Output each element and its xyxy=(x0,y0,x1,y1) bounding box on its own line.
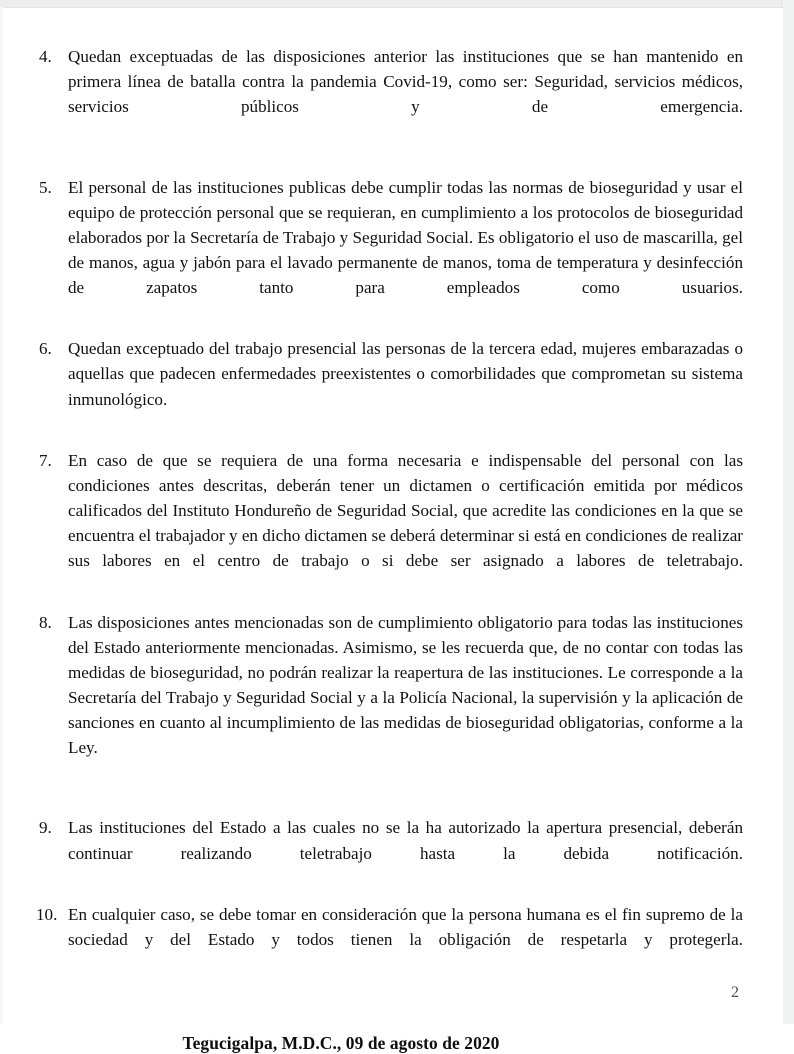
clause-text: En caso de que se requiera de una forma necesaria e indispensable del personal con las condiciones antes descritas, deberán tener un dictamen o certificación emitida por médicos calificados del Instituto Hondureño de Seguridad Social, que acredite las condiciones en la que se encuentra el trabajador y en dicho dictamen se deberá determinar si está en condiciones de realizar sus labores en el centro de trabajo o si debe ser asignado a labores de teletrabajo. xyxy=(68,450,743,571)
clause-item-5 xyxy=(35,175,743,326)
page-number: 2 xyxy=(731,984,739,1001)
clause-text: Quedan exceptuado del trabajo presencial las personas de la tercera edad, mujeres embarazadas o aquellas que padecen enfermedades preexistentes o comorbilidades que comprometan su sistema inmunológico. xyxy=(68,339,743,409)
clause-number: 7. xyxy=(39,450,52,470)
clause-item-8 xyxy=(35,610,743,786)
clause-gap xyxy=(35,785,743,815)
closing-place-and-date: Tegucigalpa, M.D.C., 09 de agosto de 2020 xyxy=(182,1033,500,1054)
scan-edge-top xyxy=(0,0,794,8)
clause-item-9 xyxy=(35,815,743,890)
clause-item-7 xyxy=(35,448,743,599)
clause-number: 8. xyxy=(39,612,52,632)
document-page xyxy=(3,8,783,1054)
clause-number: 10. xyxy=(36,904,58,924)
clause-text: Las disposiciones antes mencionadas son de cumplimiento obligatorio para todas las instituciones del Estado anteriormente mencionadas. Asimismo, se les recuerda que, de no contar con todas las medidas de bioseguridad, no podrán realizar la reapertura de las instituciones. Le corresponde a la Secretaría del Trabajo y Seguridad Social y a la Policía Nacional, la supervisión y la aplicación de sanciones en cuanto al incumplimiento de las medidas de bioseguridad obligatorias, conforme a la Ley. xyxy=(68,612,743,758)
clause-gap xyxy=(35,325,743,336)
clause-text: En cualquier caso, se debe tomar en consideración que la persona humana es el fin supremo de la sociedad y del Estado y todos tienen la obligación de respetarla y protegerla. xyxy=(68,904,743,949)
clause-number: 9. xyxy=(39,818,52,838)
clause-gap xyxy=(35,437,743,448)
clause-gap xyxy=(35,599,743,610)
clause-gap xyxy=(35,145,743,175)
clause-text: Quedan exceptuadas de las disposiciones anterior las instituciones que se han mantenido en primera línea de batalla contra la pandemia Covid-19, como ser: Seguridad, servicios médicos, servicios públicos y de emergencia. xyxy=(68,47,743,117)
clause-number: 6. xyxy=(39,339,52,359)
clause-number: 5. xyxy=(39,177,52,197)
clause-text: El personal de las instituciones publicas debe cumplir todas las normas de bioseguridad y usar el equipo de protección personal que se requieran, en cumplimiento a los protocolos de bioseguridad elaborados por la Secretaría de Trabajo y Seguridad Social. Es obligatorio el uso de mascarilla, gel de manos, agua y jabón para el lavado permanente de manos, toma de temperatura y desinfección de zapatos tanto para empleados como usuarios. xyxy=(68,177,743,297)
clause-text: Las instituciones del Estado a las cuales no se la ha autorizado la apertura presencial, deberán continuar realizando teletrabajo hasta la debida notificación. xyxy=(68,818,743,863)
scan-edge-right xyxy=(782,0,794,1024)
clause-item-10 xyxy=(35,902,743,977)
clause-item-4 xyxy=(35,44,743,145)
clause-number: 4. xyxy=(39,47,52,66)
clause-list xyxy=(35,44,743,1054)
clause-item-6 xyxy=(35,336,743,437)
clause-gap xyxy=(35,891,743,902)
